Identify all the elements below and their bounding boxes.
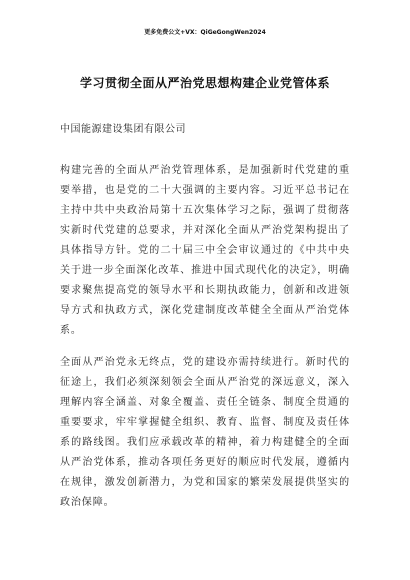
body-paragraph-2: 全面从严治党永无终点，党的建设亦需持续进行。新时代的征途上，我们必须深刻领会全面从严治党的深远意义，深入理解内容全涵盖、对象全覆盖、责任全链条、制度全贯通的重要要求，牢牢掌握健全组织、教育、监督、制度及责任体系的路线图。我们应承载改革的精神，着力构建健全的全面从严治党体系，推动各项任务更好的顺应时代发展，遵循内在规律，激发创新潜力，为党和国家的繁荣发展提供坚实的政治保障。 [60,357,350,508]
document-title: 学习贯彻全面从严治党思想构建企业党管体系 [79,76,330,90]
header-promo-note: 更多免费公文+VX：QiGeGongWen2024 [144,29,266,36]
organization-name: 中国能源建设集团有限公司 [60,124,186,135]
body-paragraph-1: 构建完善的全面从严治党管理体系，是加强新时代党建的重要举措，也是党的二十大强调的主要内容。习近平总书记在主持中共中央政治局第十五次集体学习之际，强调了贯彻落实新时代党建的总要求，并对深化全面从严治党架构提出了具体指导方针。党的二十届三中全会审议通过的《中共中央关于进一步全面深化改革、推进中国式现代化的决定》，明确要求聚焦提高党的领导水平和长期执政能力，创新和改进领导方式和执政方式，深化党建制度改革健全全面从严治党体系。 [60,165,350,336]
